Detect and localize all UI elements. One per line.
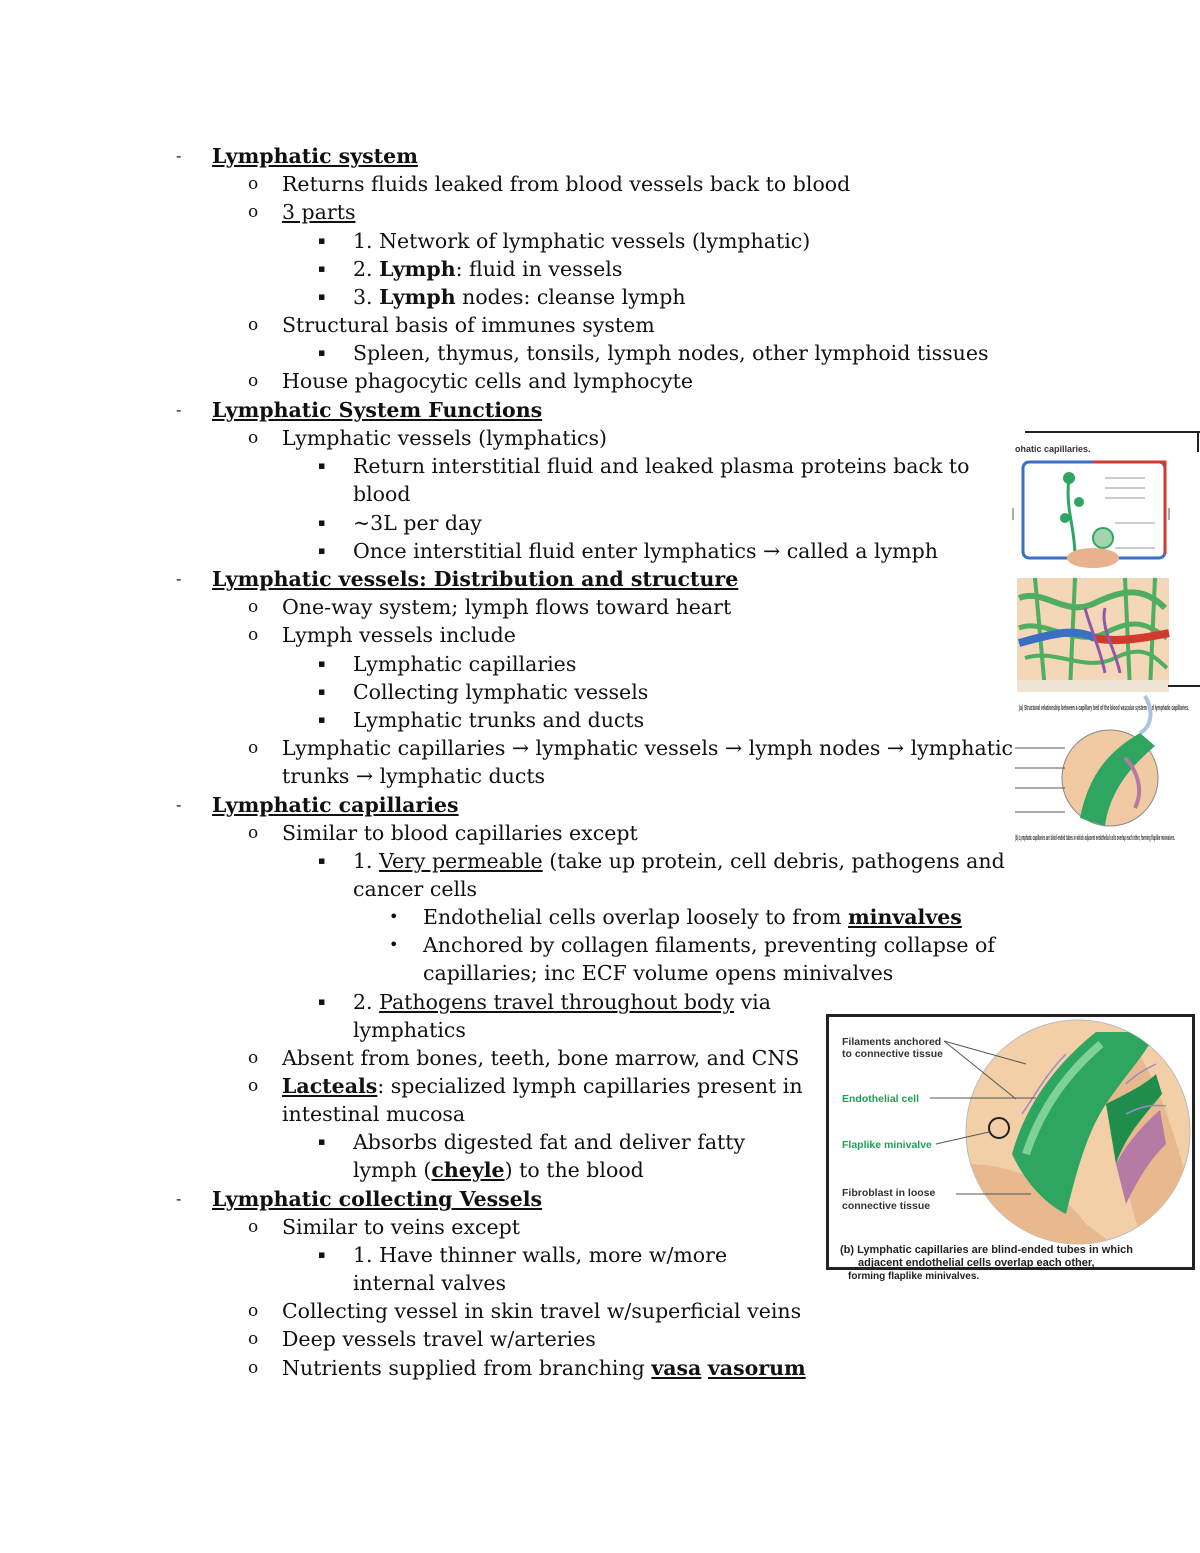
dash-marker: -	[176, 146, 182, 165]
list-item-continuation: lymph (cheyle) to the blood	[353, 1158, 644, 1182]
list-item: Nutrients supplied from branching vasa vasorum	[282, 1356, 806, 1380]
list-item: 1. Network of lymphatic vessels (lymphatic)	[353, 229, 811, 253]
list-item: Collecting lymphatic vessels	[353, 680, 649, 704]
small-figure-caption-b: (b) Lymphatic capillaries are blind-ended tubes in which adjacent endothelial cells overlap each other, forming flaplike minivalves.	[1015, 835, 1176, 842]
label-endothelial-cell: Endothelial cell	[842, 1093, 920, 1105]
list-item-continuation: intestinal mucosa	[282, 1102, 466, 1126]
bullet-marker: •	[389, 907, 399, 926]
lymphatic-capillaries-large-figure	[826, 1014, 1196, 1286]
circle-marker: o	[248, 738, 259, 758]
circle-marker: o	[248, 597, 259, 617]
circle-marker: o	[248, 202, 259, 222]
list-item-continuation: internal valves	[353, 1271, 507, 1295]
square-marker: ▪	[318, 1248, 326, 1261]
square-marker: ▪	[318, 516, 326, 529]
large-figure-caption-3: forming flaplike minivalves.	[848, 1271, 980, 1282]
square-marker: ▪	[318, 346, 326, 359]
circle-marker: o	[248, 625, 259, 645]
circle-marker: o	[248, 174, 259, 194]
circle-marker: o	[248, 823, 259, 843]
circle-marker: o	[248, 315, 259, 335]
square-marker: ▪	[318, 1135, 326, 1148]
square-marker: ▪	[318, 544, 326, 557]
bullet-marker: •	[389, 935, 399, 954]
list-item: Once interstitial fluid enter lymphatics → called a lymph	[353, 539, 938, 563]
list-item: 3. Lymph nodes: cleanse lymph	[353, 285, 686, 309]
list-item: Return interstitial fluid and leaked plasma proteins back to	[353, 454, 970, 478]
square-marker: ▪	[318, 234, 326, 247]
circle-marker: o	[248, 1301, 259, 1321]
list-item: Absorbs digested fat and deliver fatty	[353, 1130, 746, 1154]
label-minivalve: Flaplike minivalve	[842, 1139, 932, 1151]
square-marker: ▪	[318, 657, 326, 670]
large-figure-caption-2: adjacent endothelial cells overlap each other,	[858, 1257, 1095, 1269]
dash-marker: -	[176, 400, 182, 419]
square-marker: ▪	[318, 854, 326, 867]
dash-marker: -	[176, 569, 182, 588]
list-item: 2. Pathogens travel throughout body via	[353, 990, 771, 1014]
circle-marker: o	[248, 428, 259, 448]
small-figure-caption-a: (a) Structural relationship between a capillary bed of the blood vascular system and lymphatic capillaries.	[1019, 705, 1190, 712]
list-item: Lymphatic vessels (lymphatics)	[282, 426, 608, 450]
list-item-continuation: blood	[353, 482, 411, 506]
list-item: Absent from bones, teeth, bone marrow, and CNS	[282, 1046, 800, 1070]
list-item: 2. Lymph: fluid in vessels	[353, 257, 623, 281]
label-filaments-2: to connective tissue	[842, 1048, 943, 1060]
square-marker: ▪	[318, 685, 326, 698]
list-item: Structural basis of immunes system	[282, 313, 655, 337]
list-item: ~3L per day	[353, 511, 482, 535]
list-item: Endothelial cells overlap loosely to from minvalves	[423, 905, 962, 929]
lymphatic-capillaries-small-figure	[1005, 428, 1200, 858]
list-item-continuation: lymphatics	[353, 1018, 466, 1042]
list-item-continuation: capillaries; inc ECF volume opens minivalves	[423, 961, 894, 985]
list-item: Lymphatic capillaries	[353, 652, 577, 676]
list-item: Similar to blood capillaries except	[282, 821, 638, 845]
list-item: Anchored by collagen filaments, preventing collapse of	[423, 933, 995, 957]
square-marker: ▪	[318, 459, 326, 472]
circle-marker: o	[248, 1329, 259, 1349]
list-item: Lymphatic capillaries → lymphatic vessels → lymph nodes → lymphatic	[282, 736, 1013, 760]
list-item: Deep vessels travel w/arteries	[282, 1327, 596, 1351]
label-fibroblast-2: connective tissue	[842, 1200, 931, 1212]
list-item: Spleen, thymus, tonsils, lymph nodes, other lymphoid tissues	[353, 341, 989, 365]
dash-marker: -	[176, 795, 182, 814]
section-heading: Lymphatic system	[212, 144, 418, 168]
label-filaments-1: Filaments anchored	[842, 1036, 942, 1048]
square-marker: ▪	[318, 290, 326, 303]
square-marker: ▪	[318, 262, 326, 275]
list-item-continuation: cancer cells	[353, 877, 478, 901]
list-item: House phagocytic cells and lymphocyte	[282, 369, 693, 393]
section-heading: Lymphatic collecting Vessels	[212, 1187, 543, 1211]
square-marker: ▪	[318, 713, 326, 726]
list-item: 3 parts	[282, 200, 356, 224]
list-item: Similar to veins except	[282, 1215, 520, 1239]
list-item: Returns fluids leaked from blood vessels back to blood	[282, 172, 851, 196]
section-heading: Lymphatic System Functions	[212, 398, 543, 422]
circle-marker: o	[248, 1076, 259, 1096]
list-item: Lymphatic trunks and ducts	[353, 708, 645, 732]
circle-marker: o	[248, 1048, 259, 1068]
small-figure-title: ohatic capillaries.	[1015, 444, 1091, 454]
section-heading: Lymphatic vessels: Distribution and structure	[212, 567, 739, 591]
dash-marker: -	[176, 1189, 182, 1208]
circle-marker: o	[248, 1358, 259, 1378]
list-item: Collecting vessel in skin travel w/superficial veins	[282, 1299, 802, 1323]
list-item: 1. Have thinner walls, more w/more	[353, 1243, 728, 1267]
circle-marker: o	[248, 371, 259, 391]
arrow-icon: →	[763, 539, 781, 563]
list-item-continuation: trunks → lymphatic ducts	[282, 764, 546, 788]
square-marker: ▪	[318, 995, 326, 1008]
list-item: Lacteals: specialized lymph capillaries present in	[282, 1074, 803, 1098]
list-item: Lymph vessels include	[282, 623, 516, 647]
list-item: One-way system; lymph flows toward heart	[282, 595, 732, 619]
list-item: 1. Very permeable (take up protein, cell debris, pathogens and	[353, 849, 1005, 873]
circle-marker: o	[248, 1217, 259, 1237]
section-heading: Lymphatic capillaries	[212, 793, 459, 817]
label-fibroblast-1: Fibroblast in loose	[842, 1187, 936, 1199]
large-figure-caption-1: (b) Lymphatic capillaries are blind-ended tubes in which	[840, 1244, 1133, 1256]
